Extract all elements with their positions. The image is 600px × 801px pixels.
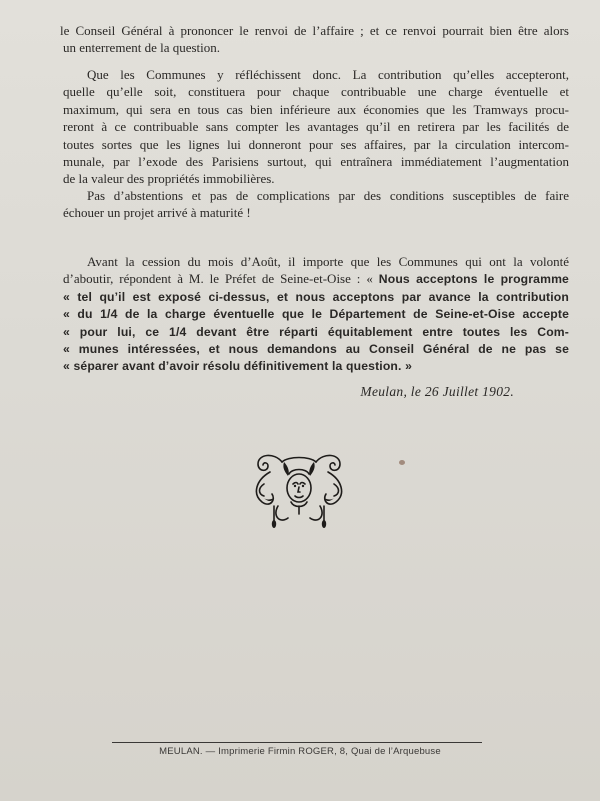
footer-rule	[112, 742, 482, 743]
text-line: Avant la cession du mois d’Août, il importe que les Communes qui ont la volonté	[87, 254, 569, 269]
text-line: munale, par l’exode des Parisiens surtout, qui entraînera immédiatement l’augmentation	[63, 154, 569, 170]
paper-stain	[399, 460, 405, 465]
text-line: reront à ce contribuable sans compter les avantages qu’il en retirera par les facilités de	[63, 119, 569, 135]
text-line: échouer un projet arrivé à maturité !	[63, 205, 251, 221]
quote-line: « du 1/4 de la charge éventuelle que le Département de Seine-et-Oise accepte	[63, 307, 569, 322]
text-line: Pas d’abstentions et pas de complications par des conditions susceptibles de faire	[87, 188, 569, 203]
printer-imprint: MEULAN. — Imprimerie Firmin ROGER, 8, Quai de l’Arquebuse	[159, 746, 441, 757]
quote-line: « pour lui, ce 1/4 devant être réparti équitablement entre toutes les Com-	[63, 324, 569, 339]
text-line: un enterrement de la question.	[63, 40, 221, 56]
intro-text: d’aboutir, répondent à M. le Préfet de Seine-et-Oise : «	[63, 271, 379, 287]
text-line: toutes sortes que les lignes lui donneront pour ses affaires, par la circulation intercom-	[63, 136, 569, 152]
text-line	[63, 270, 569, 288]
paragraph-2	[63, 66, 569, 188]
text-line: de la valeur des propriétés immobilières.	[63, 171, 275, 187]
baroque-mask-vignette-icon	[244, 450, 354, 530]
quote-line: « munes intéressées, et nous demandons au Conseil Général de ne pas se	[63, 342, 569, 357]
paragraph-4-quote	[63, 253, 569, 376]
text-line: maximum, qui sera en tous cas bien inférieure aux économies que les Tramways procu-	[63, 101, 569, 117]
paragraph-1	[60, 22, 569, 57]
paragraph-3	[63, 187, 569, 222]
quote-line: « séparer avant d’avoir résolu définitivement la question. »	[63, 359, 413, 374]
quote-bold-text: Nous acceptons le programme	[378, 272, 569, 287]
text-line: quelle qu’elle soit, constituera pour chaque contribuable une charge éventuelle et	[63, 84, 569, 100]
place-date-signature: Meulan, le 26 Juillet 1902.	[360, 384, 514, 399]
text-line: le Conseil Général à prononcer le renvoi de l’affaire ; et ce renvoi pourrait bien être alors	[60, 23, 569, 38]
quote-line: « tel qu’il est exposé ci-dessus, et nous acceptons par avance la contribution	[63, 289, 569, 304]
text-line: Que les Communes y réfléchissent donc. La contribution qu’elles accepteront,	[87, 67, 569, 82]
